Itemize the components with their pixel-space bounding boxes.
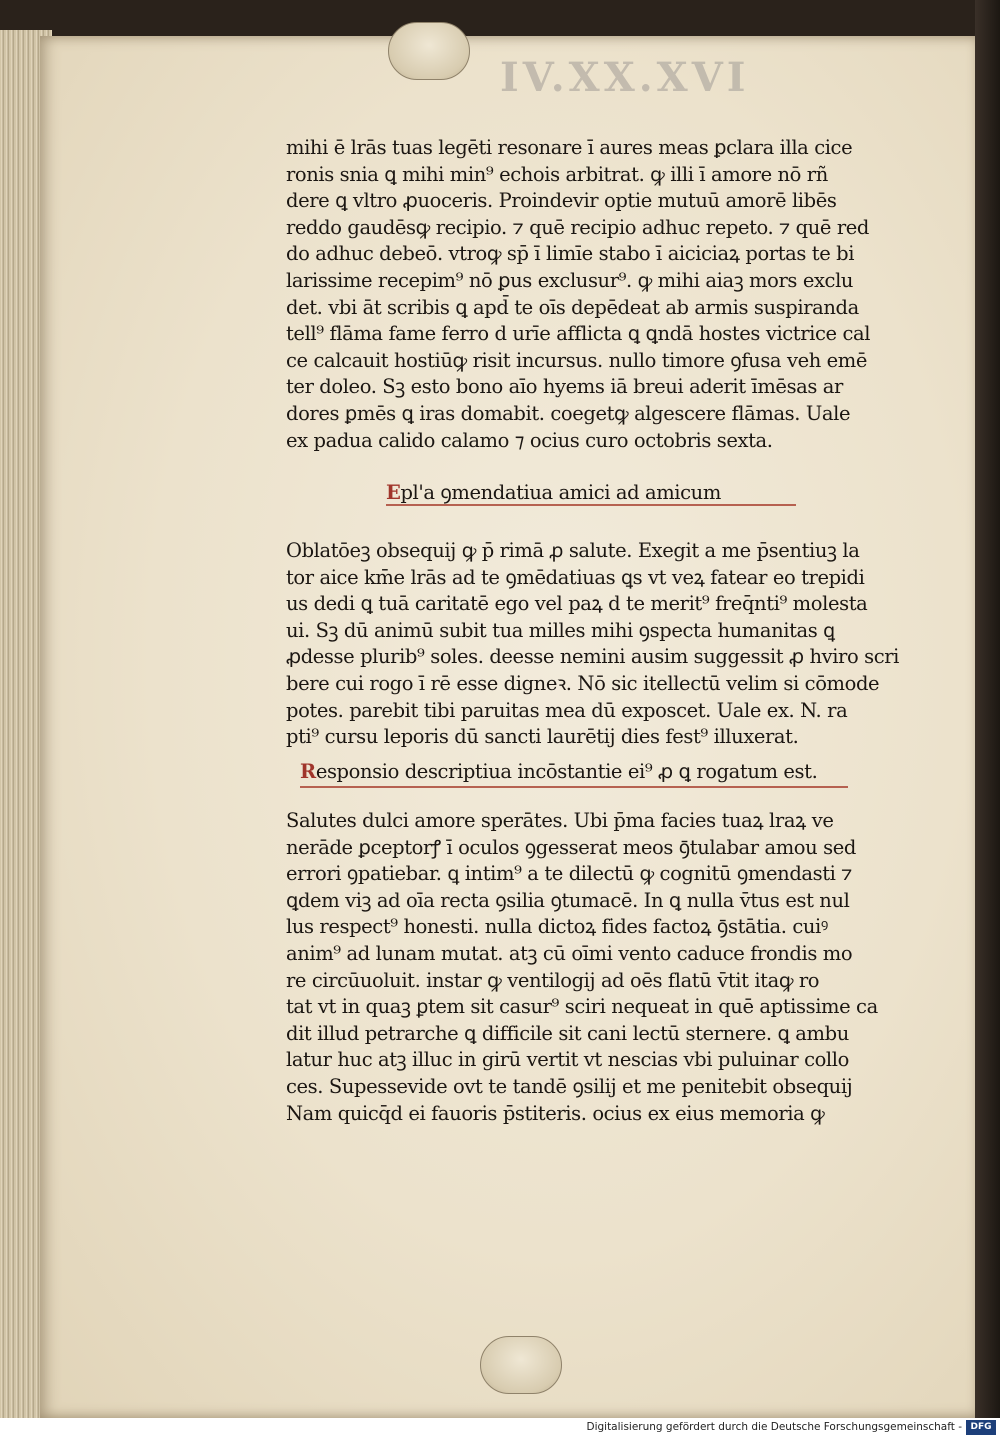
bottom-clasp xyxy=(480,1336,562,1394)
text-line: do adhuc debeō. vtroꝙ sp̄ ī limīe stabo ī aiciciaꝝ portas te bi xyxy=(286,242,855,266)
text-line: ꝓdesse plurib⁹ soles. deesse nemini ausim suggessit ꝓ hviro scri xyxy=(286,645,900,669)
text-line: latur huc atꝫ illuc in girū vertit vt nescias vbi puluinar collo xyxy=(286,1048,849,1072)
dfg-logo: DFG xyxy=(966,1420,996,1435)
letter-heading-1 xyxy=(386,478,721,505)
text-line: reddo gaudēsꝙ recipio. ⁊ quē recipio adhuc repeto. ⁊ quē red xyxy=(286,215,869,239)
page-right-shadow xyxy=(975,0,1000,1418)
text-line: ce calcauit hostiūꝙ risit incursus. nullo timore ꝯfusa veh emē xyxy=(286,348,868,372)
text-line: bere cui rogo ī rē esse digneꝛ. Nō sic itellectū velim si cōmode xyxy=(286,671,880,695)
text-line: dores ꝑmēs ꝗ iras domabit. coegetꝙ algescere flāmas. Uale xyxy=(286,401,851,425)
text-line: tat vt in quaꝫ ꝑtem sit casur⁹ sciri nequeat in quē aptissime ca xyxy=(286,995,878,1019)
text-line: re circūuoluit. instar ꝙ ventilogij ad oēs flatū v̄tit itaꝙ ro xyxy=(286,968,820,992)
text-line: Salutes dulci amore sperātes. Ubi p̄ma facies tuaꝝ lraꝝ ve xyxy=(286,809,834,832)
text-line: ꝗdem viꝫ ad oīa recta ꝯsilia ꝯtumacē. In ꝗ nulla v̄tus est nul xyxy=(286,888,850,912)
text-line: potes. parebit tibi paruitas mea dū exposcet. Uale ex. N. ra xyxy=(286,698,848,722)
text-line: tor aice km̄e lrās ad te ꝯmēdatiuas ꝗs vt veꝝ fatear eo trepidi xyxy=(286,565,865,589)
text-line: Oblatōeꝫ obsequij ꝙ p̄ rimā ꝓ salute. Exegit a me p̄sentiuꝫ la xyxy=(286,539,860,562)
text-line: dere ꝗ vltro ꝓuoceris. Proindevir optie mutuū amorē libēs xyxy=(286,189,837,213)
text-line: dit illud petrarche ꝗ difficile sit cani lectū sternere. ꝗ ambu xyxy=(286,1021,849,1045)
text-block-1 xyxy=(286,135,906,454)
text-block-3 xyxy=(286,808,906,1127)
letter-heading-2 xyxy=(300,760,817,783)
footer-bar xyxy=(0,1418,1000,1438)
text-line: tell⁹ flāma fame ferro d urīe afflicta ꝗ ꝗndā hostes victrice cal xyxy=(286,322,871,346)
folio-number: IV.XX.XVI xyxy=(500,54,750,101)
rubric-initial: R xyxy=(300,760,316,783)
text-line: mihi ē lrās tuas legēti resonare ī aures meas ꝑclara illa cice xyxy=(286,136,853,159)
red-underline xyxy=(386,504,796,506)
text-line: us dedi ꝗ tuā caritatē ego vel paꝝ d te merit⁹ freq̄nti⁹ molesta xyxy=(286,592,868,616)
text-line: det. vbi āt scribis ꝗ apd̄ te oīs depēdeat ab armis suspiranda xyxy=(286,295,859,319)
text-line: ex padua calido calamo ⁊ ocius curo octobris sexta. xyxy=(286,428,773,452)
text-line: larissime recepim⁹ nō ꝑus exclusur⁹. ꝙ mihi aiaꝫ mors exclu xyxy=(286,268,854,292)
text-line: ces. Supessevide ovt te tandē ꝯsilij et me penitebit obsequij xyxy=(286,1074,853,1098)
footer-credit: Digitalisierung gefördert durch die Deutsche Forschungsgemeinschaft - xyxy=(586,1421,962,1433)
text-line: pti⁹ cursu leporis dū sancti laurētij dies fest⁹ illuxerat. xyxy=(286,725,799,749)
heading-text: esponsio descriptiua incōstantie ei⁹ ꝓ ꝗ rogatum est. xyxy=(315,760,818,783)
text-line: ui. Sꝫ dū animū subit tua milles mihi ꝯspecta humanitas ꝗ xyxy=(286,618,835,642)
text-line: anim⁹ ad lunam mutat. atꝫ cū oīmi vento caduce frondis mo xyxy=(286,941,853,965)
heading-text: pl'a ꝯmendatiua amici ad amicum xyxy=(400,481,721,504)
text-line: lus respect⁹ honesti. nulla dictoꝝ fides factoꝝ ꝯ̄stātia. cuiꝰ xyxy=(286,915,828,939)
rubric-initial: E xyxy=(386,481,401,504)
red-underline xyxy=(300,786,848,788)
top-clasp xyxy=(388,22,470,80)
text-line: Nam quicq̄d ei fauoris p̄stiteris. ocius ex eius memoria ꝙ xyxy=(286,1101,825,1125)
text-line: nerāde ꝑceptorꝭ ī oculos ꝯgesserat meos ꝯ̄tulabar amou sed xyxy=(286,835,856,859)
text-line: ter doleo. Sꝫ esto bono aīo hyems iā breui aderit īmēsas ar xyxy=(286,375,843,399)
text-line: errori ꝯpatiebar. ꝗ intim⁹ a te dilectū ꝙ cognitū ꝯmendasti ⁊ xyxy=(286,862,853,886)
text-line: ronis snia ꝗ mihi min⁹ echois arbitrat. ꝙ illi ī amore nō rñ xyxy=(286,162,828,186)
text-block-2 xyxy=(286,538,906,751)
